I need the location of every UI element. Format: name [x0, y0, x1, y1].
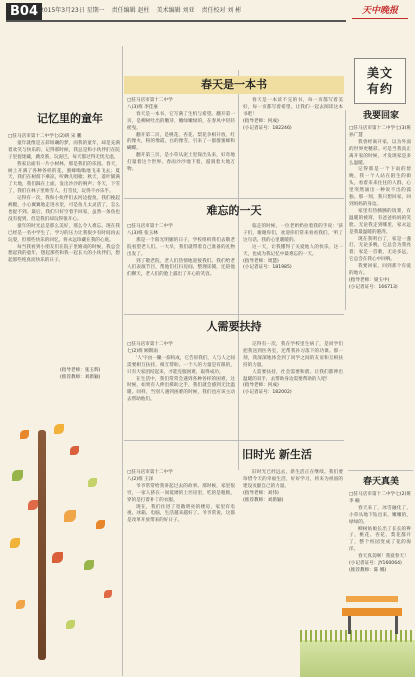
- article-footer: (小记者证号：181985): [243, 265, 292, 271]
- leaf-decoration: [88, 478, 97, 487]
- article-byline: 八(2)班 王泽: [127, 476, 154, 482]
- article-footer: (指导老师：梁玉中): [349, 277, 390, 283]
- article-paragraph: 家里有热腾腾的饭菜，有温暖的被窝，有爸爸妈妈的笑脸。无论我走到哪里，家永远是我最温暖的港湾。: [349, 208, 411, 235]
- article-title-book: 春天是一本书: [124, 76, 344, 94]
- article-paragraph: 春天是一本书，它写满了生机与希望。翻开第一页，是柳树吐出的嫩芽，嫩绿嫩绿的，在春风中轻轻摇曳。: [127, 111, 235, 131]
- article-footer: (指导老师：刘伟): [243, 490, 279, 496]
- column-divider: [122, 46, 123, 676]
- article-paragraph: 翻开第三页，是小草从泥土里探出头来，好奇地打量着这个世界。春雨沙沙地下着，滋润着大地万物。: [127, 153, 235, 173]
- grass-illustration: [300, 640, 415, 677]
- article-byline: □驻马店市第十二中学: [127, 470, 173, 475]
- article-paragraph: 到了敬老院，老人们热情地迎接我们。我们给老人们表演节目，帮他们打扫房间、整理床铺，还陪他们聊天。老人们的脸上露出了开心的笑容。: [127, 258, 235, 278]
- section-badge-line2: 有约: [366, 82, 393, 96]
- leaf-decoration: [20, 430, 29, 439]
- article-title-oldtree: 旧时光 新生活: [242, 448, 312, 461]
- newspaper-logo: 天中晚报: [352, 4, 408, 19]
- article-paragraph: 这一天，让我懂得了关爱他人的快乐，这一天，也成为我记忆中最难忘的一天。: [243, 244, 343, 257]
- article-paragraph: 我要回家，回到那个有爱的地方。: [349, 264, 411, 277]
- section-badge-line1: 美文: [366, 66, 393, 80]
- article-paragraph: 在生活中，我们常常会遇到各种各样的困难，这时候，如果有人伸出援助之手，我们就会感到无比温暖。同样，当别人遇到困难的时候，我们也应该主动去帮助他们。: [127, 376, 235, 403]
- article-paragraph: 柳树姑娘长出了长长的辫子，桃花、杏花、梨花都开了，整个校园变成了花的海洋。: [349, 526, 411, 553]
- article-footer: (推荐教师：刘新颖): [243, 497, 284, 503]
- bench-leg: [348, 616, 351, 634]
- bench-illustration: [346, 596, 398, 602]
- header-proofreader: 责任校对 刘 彬: [201, 7, 242, 14]
- article-paragraph: 童年的时光总是那么美好，那么令人难忘。现在我已经是一名中学生了，学习的压力让我很少有时间再去玩耍，但那些快乐的回忆，将永远珍藏在我的心底。: [8, 223, 120, 243]
- article-support: [127, 342, 235, 422]
- header-designer: 美术编辑 刘亚: [156, 7, 195, 14]
- article-title-memory: 记忆里的童年: [37, 112, 103, 125]
- article-byline: □驻马店市第十二中学: [127, 224, 173, 229]
- section-divider: [124, 314, 344, 315]
- page-header: [0, 0, 415, 44]
- article-paragraph: 我家后面有一片小树林，那是我们的乐园。春天，树上开满了各种各样的花，蜜蜂嗡嗡地飞来飞去；夏天，我们在树荫下乘凉，听蝉儿唱歌；秋天，落叶铺满了大地，我们踩在上面，发出沙沙的响声；冬天，下雪了，我们在林子里堆雪人、打雪仗，玩得不亦乐乎。: [8, 161, 120, 195]
- article-footer: (小记者证号：166713): [349, 284, 398, 290]
- article-memory-footer: [60, 368, 120, 382]
- article-unforgettable-cont: [243, 224, 343, 294]
- article-book-cont: [243, 98, 343, 188]
- article-byline: □驻马店市第十二中学七(2)班 宋 鹏: [8, 134, 82, 139]
- leaf-decoration: [12, 470, 23, 481]
- article-footer: (指导老师：张玉辉): [60, 368, 101, 373]
- article-footer: (指导老师：周慧): [243, 258, 279, 264]
- article-paragraph: 春天来了，冰雪融化了，小草从地下钻出来，嫩嫩的，绿绿的。: [349, 505, 411, 525]
- tree-illustration: [38, 430, 46, 660]
- article-byline: 八(3)班 李佳豪: [127, 104, 158, 110]
- article-byline: □驻马店市第十二中学: [127, 342, 173, 347]
- article-paragraph: 那是一个阳光明媚的日子，学校组织我们去敬老院看望老人们。一大早，我们就带着自己准备的礼物出发了。: [127, 237, 235, 257]
- leaf-decoration: [64, 510, 76, 522]
- article-oldtree-cont: [243, 470, 343, 630]
- article-byline: □驻马店市第十二中学七(3)班 孙广慧: [349, 126, 411, 138]
- article-paragraph: 记得那是一个下雨的傍晚，我一个人站在陌生的街头，看着来来往往的人群，心里突然涌出一种说不出的孤独。那一刻，我只想回家，回到妈妈的身边。: [349, 167, 411, 207]
- leaf-decoration: [96, 520, 105, 529]
- column-divider: [345, 110, 346, 310]
- article-footer: (推荐教师：陈 娜): [349, 567, 387, 573]
- page-number: B04: [6, 3, 42, 20]
- article-paragraph: 人需要扶持，社会需要和谐。让我们都伸出温暖的双手，去帮助身边需要帮助的人吧！: [243, 369, 343, 382]
- article-oldtree: [127, 470, 235, 620]
- leaf-decoration: [84, 560, 94, 570]
- article-spring: [349, 492, 411, 592]
- article-footer: (指导老师：何成): [243, 383, 279, 389]
- article-paragraph: 记得有一次，我在学校里生病了，是同学们把我送到医务室，还帮我补习落下的功课。那一刻，我深深地体会到了同学之间的友谊和互相扶持的力量。: [243, 342, 343, 368]
- header-meta: [40, 5, 241, 16]
- section-divider: [348, 470, 413, 471]
- article-paragraph: 春天是一本读不完的书，每一页都写着美好，每一页都写着希望。让我们一起去阅读这本书吧！: [243, 98, 343, 117]
- leaf-decoration: [66, 620, 75, 629]
- header-divider: [6, 20, 346, 22]
- article-unforgettable: [127, 224, 235, 294]
- leaf-decoration: [104, 590, 112, 598]
- article-paragraph: 我曾经离开家，以为外面的世界更精彩。可是当我真正离开家的时候，才发现家是多么温暖。: [349, 139, 411, 166]
- bench-seat: [342, 608, 402, 616]
- article-title-support: 人需要扶持: [206, 320, 262, 333]
- leaf-decoration: [70, 446, 79, 455]
- article-byline: □驻马店市第十二中学七(2)班 李 楠: [349, 492, 411, 504]
- article-paragraph: 春天真美啊！我爱春天！: [358, 554, 409, 560]
- article-support-cont: [243, 342, 343, 422]
- article-footer: (小记者证号：182002): [243, 390, 292, 396]
- article-paragraph: '人'字由一撇一捺构成，它告诉我们，人与人之间需要相互扶持，相互帮助。一个人的力量是有限的，只有大家团结起来，才能克服困难，取得成功。: [127, 355, 235, 375]
- article-paragraph: 临走的时候，一位老奶奶拉着我的手说：'孩子们，谢谢你们，欢迎你们常来看看我们。'听了这句话，我的心里暖暖的。: [243, 224, 343, 243]
- article-paragraph: 每当我看到小朋友们在院子里嬉戏的时候，我总会想起我的童年，想起那些和我一起长大的小伙伴们，想起那些纯真而快乐的日子。: [8, 244, 120, 264]
- article-footer: (小记者证号：182246): [243, 125, 292, 131]
- column-divider: [238, 70, 239, 470]
- leaf-decoration: [54, 424, 64, 434]
- section-badge: [354, 58, 406, 104]
- article-byline: 八(3)班 张玉林: [127, 230, 158, 236]
- article-home: [349, 126, 411, 456]
- article-paragraph: 爷爷常常给我讲起过去的故事。那时候，家里很穷，一家人挤在一间低矮的土坯房里，吃的是粗粮，穿的是打着补丁的衣服。: [127, 483, 235, 503]
- article-footer: (小记者证号：JY160064): [349, 561, 402, 567]
- article-paragraph: 翻开第二页，是桃花、杏花、梨花争相开放，红的像火，粉的像霞，白的像雪，引来了一群群蜜蜂和蝴蝶。: [127, 132, 235, 152]
- section-divider: [124, 440, 344, 441]
- article-paragraph: 记得有一次，我和小伙伴们去河边捉鱼。我们挽起裤腿，小心翼翼地走进水里，可是鱼儿太灵活了，怎么也捉不到。最后，我们只好空着手回家，虽然一条鱼也没有捉到，但是我们却玩得很开心。: [8, 196, 120, 222]
- article-title-spring: 春天真美: [362, 477, 399, 487]
- article-title-home: 我要回家: [362, 111, 399, 121]
- header-date: 2015年3月23日 星期一: [40, 7, 105, 14]
- article-byline: □驻马店市第十二中学: [127, 98, 173, 103]
- bench-leg: [395, 616, 398, 634]
- article-paragraph: 旧时光已经远去，新生活正在继续。我们要珍惜今天的幸福生活，好好学习，将来为祖国的建设贡献自己的力量。: [243, 470, 343, 489]
- article-paragraph: 现在我明白了，家是一盏灯，无论多晚，它总会为我亮着；家是一首歌，无论多远，它总会在我心中回响。: [349, 236, 411, 263]
- leaf-decoration: [52, 552, 63, 563]
- article-footer: (指导老师：何成): [243, 118, 279, 124]
- article-byline: 七(2)班 顾斯雨: [127, 348, 158, 354]
- section-divider: [124, 198, 344, 199]
- header-editor: 责任编辑 赵柱: [111, 7, 150, 14]
- leaf-decoration: [10, 538, 20, 548]
- leaf-decoration: [16, 600, 25, 609]
- article-paragraph: 现在，我们住进了宽敞明亮的楼房，家里有电视、冰箱、电脑，生活越来越好了。爷爷常说，这都是改革开放带来的好日子。: [127, 504, 235, 524]
- article-footer: (推荐教师：刘新颖): [60, 374, 101, 380]
- article-book: [127, 98, 235, 186]
- article-title-unforgettable: 难忘的一天: [206, 204, 262, 217]
- leaf-decoration: [28, 500, 38, 510]
- article-paragraph: 童年就像是五彩斑斓的梦，而我的童年，却是充满着欢笑与快乐的。记得那时候，我总是和小伙伴们在院子里捉迷藏，跳皮筋，玩泥巴，每天都过得无忧无虑。: [8, 140, 120, 160]
